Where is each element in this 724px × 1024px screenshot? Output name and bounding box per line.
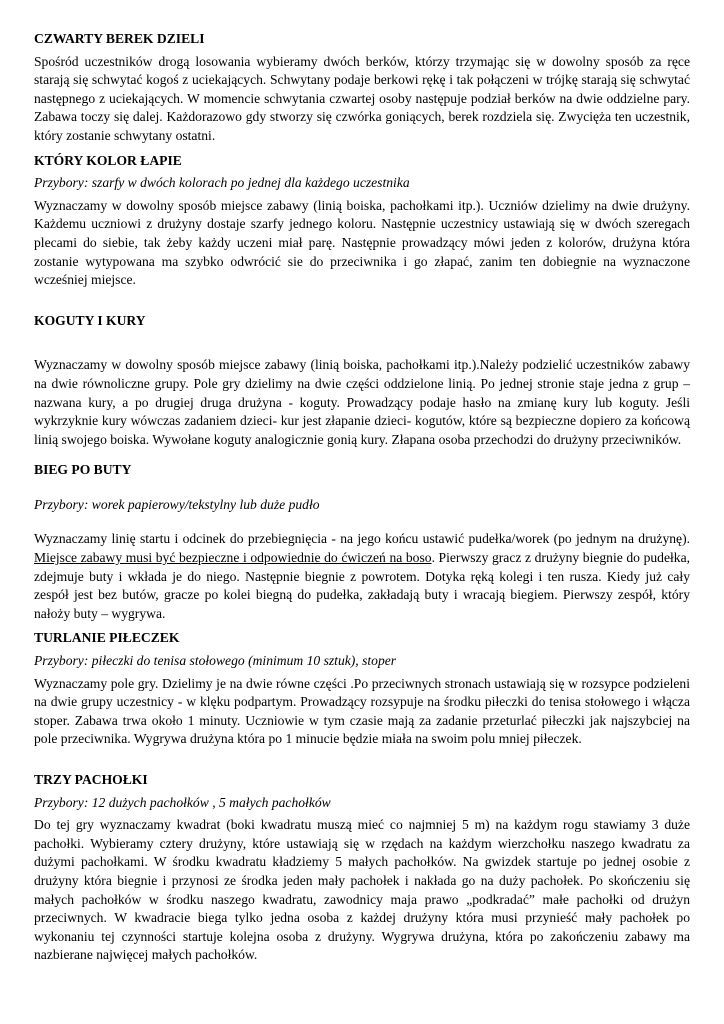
equipment-line: Przybory: piłeczki do tenisa stołowego (minimum 10 sztuk), stoper bbox=[34, 653, 397, 669]
section-title: KOGUTY I KURY bbox=[34, 312, 146, 328]
section-czwarty-berek bbox=[34, 30, 690, 146]
section-koguty-kury bbox=[34, 312, 690, 450]
section-title: TURLANIE PIŁECZEK bbox=[34, 630, 180, 646]
section-body bbox=[34, 530, 690, 623]
section-title: KTÓRY KOLOR ŁAPIE bbox=[34, 152, 182, 168]
equipment-line: Przybory: szarfy w dwóch kolorach po jednej dla każdego uczestnika bbox=[34, 175, 410, 191]
section-body: Do tej gry wyznaczamy kwadrat (boki kwadratu muszą mieć co najmniej 5 m) na każdym rogu stawiamy 3 duże pachołki. Wybieramy cztery drużyny, które ustawiają się w rzędach na każdym wierzchołku naszego kwadratu za dużymi pachołkami. W środku kwadratu kładziemy 5 małych pachołków. Na gwizdek startuje po jednej osobie z drużyny która biegnie i przynosi ze środka jeden mały pachołek i nakłada go na duży pachołek. Po skończeniu się małych pachołków w środku naszego kwadratu, zawodnicy maja prawo „podkradać” małe pachołki od drużyn przeciwnych. W kwadracie biega tylko jedna osoba z każdej drużyny która musi przynieść mały pachołek po wykonaniu tej czynności startuje kolejna osoba z drużyny. Wygrywa drużyna, która po zakończeniu zabawy ma nazbierane najwięcej małych pachołków. bbox=[34, 817, 690, 963]
section-bieg-po-buty bbox=[34, 461, 690, 623]
section-title: TRZY PACHOŁKI bbox=[34, 772, 148, 787]
body-text: . Pierwszy gracz z drużyny biegnie do pudełka, zdejmuje buty i wkłada je do niego. Następnie biegnie z powrotem. Dotyka ręką kolegi i ten rusza. Kiedy już cały zespół jest bez butów, gracze po kolei biegną do pudełka, zakładają buty i wracają biegiem. Pierwszy zespół, który nałoży buty – wygrywa. bbox=[34, 550, 690, 621]
section-ktory-kolor bbox=[34, 152, 690, 290]
section-trzy-pacholki bbox=[34, 771, 690, 965]
section-title: CZWARTY BEREK DZIELI bbox=[34, 31, 205, 46]
section-body: Wyznaczamy pole gry. Dzielimy je na dwie równe części .Po przeciwnych stronach ustawiają się w rozsypce podzieleni na dwie grupy uczestnicy - w klęku podpartym. Prowadzący rozsypuje na środku piłeczki do tenisa stołowego i włącza stoper. Zabawa trwa około 1 minuty. Uczniowie w tym czasie mają za zadanie przeturlać piłeczki jak najszybciej na pole przeciwnika. Wygrywa drużyna która po 1 minucie będzie miała na swoim polu mniej piłeczek. bbox=[34, 675, 690, 747]
section-body: Wyznaczamy w dowolny sposób miejsce zabawy (linią boiska, pachołkami itp.). Uczniów dzielimy na dwie drużyny. Każdemu uczniowi z drużyny dostaje szarfy jednego koloru. Następnie uczestnicy ustawiają się w dwóch szeregach plecami do siebie, tak żeby każdy uczeni miał parę. Następnie prowadzący mówi jeden z kolorów, drużyna która zostanie wytypowana ma szybko odwrócić sie do przeciwnika i go złapać, zanim ten dobiegnie na wyznaczone wcześniej miejsce. bbox=[34, 197, 690, 288]
section-body: Wyznaczamy w dowolny sposób miejsce zabawy (linią boiska, pachołkami itp.).Należy podzielić uczestników zabawy na dwie równoliczne grupy. Pole gry dzielimy na dwie części oddzielone linią. Po jednej stronie staje jedna z grup – nazwana kury, a po drugiej druga drużyna - koguty. Prowadzący podaje hasło na zmianę kury lub koguty. Jeśli wykrzyknie kury wówczas zadaniem dzieci- kur jest złapanie dzieci- kogutów, które są bezpieczne dopiero za końcową linią swojego boiska. Wywołane koguty analogicznie gonią kury. Złapana osoba przechodzi do drużyny przeciwników. bbox=[34, 357, 690, 447]
equipment-line: Przybory: 12 dużych pachołków , 5 małych pachołków bbox=[34, 794, 331, 810]
underlined-safety-note: Miejsce zabawy musi być bezpieczne i odpowiednie do ćwiczeń na boso bbox=[34, 550, 432, 566]
section-turlanie-pileczek bbox=[34, 629, 690, 749]
body-text: Wyznaczamy linię startu i odcinek do przebiegnięcia - na jego końcu ustawić pudełka/worek (po jednym na drużynę). bbox=[34, 531, 690, 547]
section-title: BIEG PO BUTY bbox=[34, 462, 132, 478]
section-body: Spośród uczestników drogą losowania wybieramy dwóch berków, którzy trzymając się w dowolny sposób za ręce starają się schwytać kogoś z uciekających. Schwytany podaje berkowi rękę i tak połączeni w trójkę starają się schwytać następnego z uciekających. W momencie schwytania czwartej osoby następuje podział berków na dwie oddzielne pary. Zabawa toczy się dalej. Każdorazowo gdy stworzy się czwórka goniących, berek rozdziela się. Zwycięża ten uczestnik, który zostanie schwytany ostatni. bbox=[34, 53, 690, 143]
equipment-line: Przybory: worek papierowy/tekstylny lub duże pudło bbox=[34, 496, 320, 512]
